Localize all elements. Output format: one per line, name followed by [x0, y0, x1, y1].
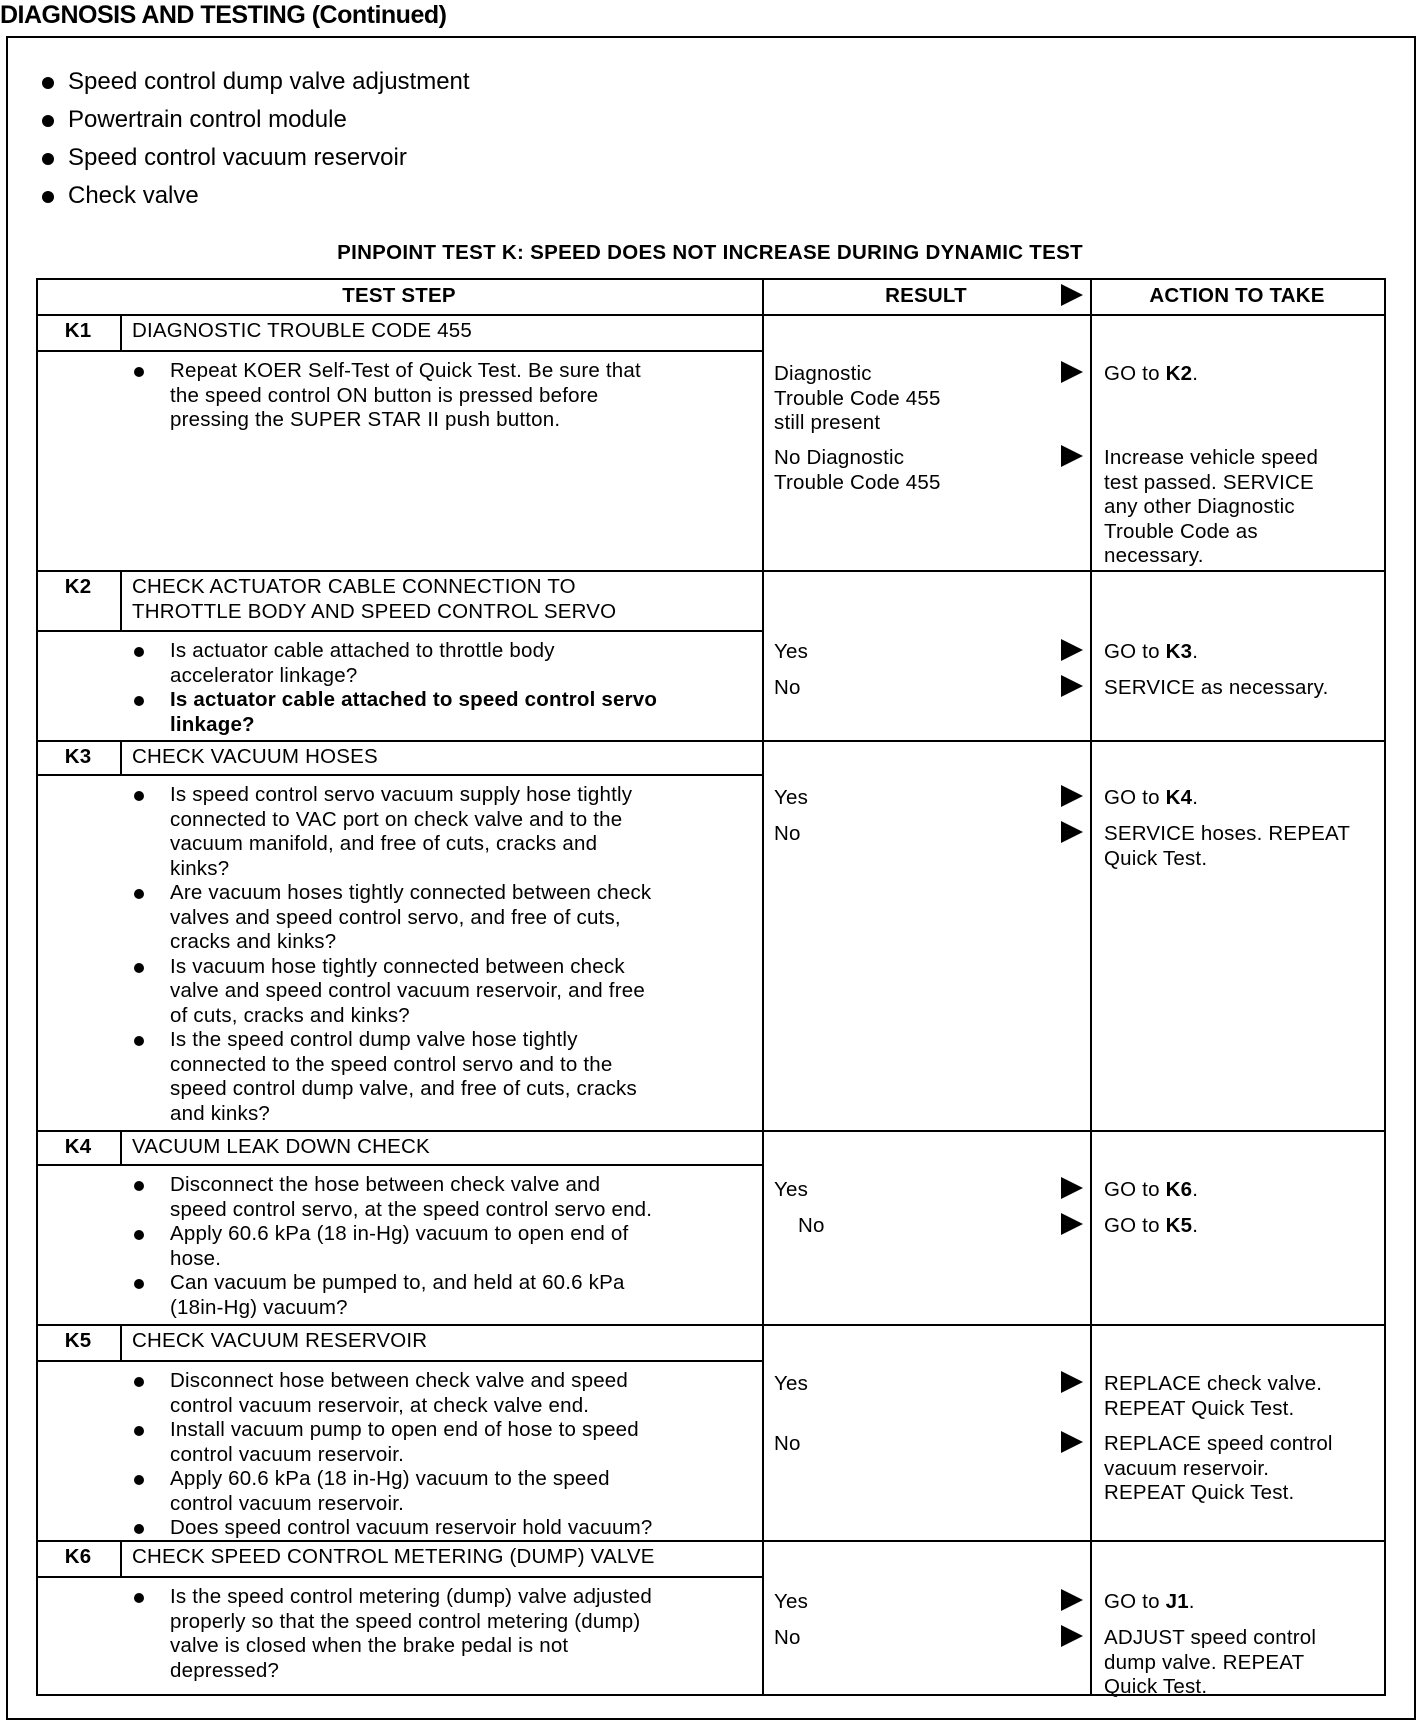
- bullet-dot: [134, 1426, 144, 1436]
- bullet-dot: [134, 696, 144, 706]
- step-instruction: pressing the SUPER STAR II push button.: [170, 408, 561, 431]
- action-go-to-label: GO to: [1104, 362, 1166, 385]
- action-step-reference: K4: [1165, 786, 1193, 809]
- step-title: DIAGNOSTIC TROUBLE CODE 455: [132, 319, 472, 342]
- step-instruction: valves and speed control servo, and free of cuts,: [170, 905, 621, 929]
- step-row-rule: [762, 570, 1386, 572]
- action-text: [1104, 640, 1198, 665]
- step-title-rule: [36, 1576, 764, 1578]
- step-instruction: (18in-Hg) vacuum?: [170, 1295, 348, 1319]
- step-code: K4: [64, 1135, 92, 1158]
- step-title-rule: [36, 630, 764, 632]
- result-text: still present: [774, 411, 881, 434]
- step-row-rule: [36, 314, 764, 316]
- column-header-test-step: TEST STEP: [342, 284, 456, 307]
- action-text: REPEAT Quick Test.: [1104, 1396, 1295, 1420]
- action-text: SERVICE as necessary.: [1104, 676, 1329, 699]
- bullet-dot: [134, 367, 144, 377]
- step-instruction: Apply 60.6 kPa (18 in-Hg) vacuum to open end of: [170, 1222, 629, 1245]
- action-period: .: [1192, 640, 1199, 663]
- step-code: K1: [64, 319, 92, 342]
- intro-bullet: Powertrain control module: [38, 104, 470, 142]
- step-code-rule: [120, 570, 122, 632]
- action-period: .: [1188, 1590, 1195, 1613]
- column-header-result: RESULT: [885, 284, 967, 307]
- action-step-reference: J1: [1165, 1590, 1189, 1613]
- step-instruction: Install vacuum pump to open end of hose to speed: [170, 1418, 639, 1441]
- step-instruction: Can vacuum be pumped to, and held at 60.6 kPa: [170, 1271, 625, 1294]
- bullet-dot: [134, 791, 144, 801]
- step-row-rule: [36, 1324, 764, 1326]
- step-row-rule: [762, 1324, 1386, 1326]
- bullet-dot: [134, 647, 144, 657]
- step-code-rule: [120, 1324, 122, 1362]
- result-text: Trouble Code 455: [774, 386, 941, 410]
- step-instruction: of cuts, cracks and kinks?: [170, 1003, 410, 1027]
- action-text: ADJUST speed control: [1104, 1626, 1317, 1649]
- action-text: dump valve. REPEAT: [1104, 1650, 1305, 1674]
- step-instruction: connected to VAC port on check valve and to the: [170, 807, 623, 831]
- action-column-rule: [1090, 278, 1092, 1696]
- action-text: REPLACE speed control: [1104, 1432, 1333, 1455]
- result-arrow-icon: [1060, 1176, 1084, 1200]
- step-instruction: Is the speed control dump valve hose tightly: [170, 1028, 578, 1051]
- step-instruction: vacuum manifold, and free of cuts, cracks and: [170, 832, 598, 855]
- bullet-dot: [134, 1279, 144, 1289]
- result-arrow-icon: [1060, 1212, 1084, 1236]
- step-row-rule: [36, 1540, 764, 1542]
- table-right-rule: [1384, 278, 1386, 1696]
- step-row-rule: [36, 740, 764, 742]
- action-text: necessary.: [1104, 544, 1204, 567]
- result-text: No: [774, 1626, 801, 1649]
- table-left-rule: [36, 278, 38, 1696]
- step-title: VACUUM LEAK DOWN CHECK: [132, 1135, 430, 1158]
- bullet-dot: [134, 963, 144, 973]
- bullet-dot: [134, 1181, 144, 1191]
- step-code-rule: [120, 1540, 122, 1578]
- step-instruction: control vacuum reservoir, at check valve end.: [170, 1393, 590, 1417]
- step-instruction: Are vacuum hoses tightly connected between check: [170, 881, 652, 904]
- action-step-reference: K5: [1165, 1214, 1193, 1237]
- result-text: No Diagnostic: [774, 446, 905, 469]
- step-instruction: Is actuator cable attached to throttle body: [170, 639, 555, 662]
- action-text: test passed. SERVICE: [1104, 470, 1314, 494]
- step-instruction: the speed control ON button is pressed before: [170, 383, 599, 407]
- result-arrow-icon: [1060, 360, 1084, 384]
- step-instruction: valve is closed when the brake pedal is not: [170, 1634, 569, 1657]
- result-arrow-icon: [1060, 1370, 1084, 1394]
- result-arrow-icon: [1060, 283, 1084, 307]
- step-instruction: Is vacuum hose tightly connected between check: [170, 954, 625, 978]
- action-go-to-label: GO to: [1104, 786, 1166, 809]
- action-step-reference: K3: [1165, 640, 1193, 663]
- result-arrow-icon: [1060, 820, 1084, 844]
- step-instruction: accelerator linkage?: [170, 663, 358, 687]
- column-header-action: ACTION TO TAKE: [1149, 284, 1325, 307]
- step-instruction: Is actuator cable attached to speed control servo: [170, 688, 658, 711]
- action-text: [1104, 1590, 1195, 1615]
- step-row-rule: [36, 570, 764, 572]
- step-instruction: properly so that the speed control metering (dump): [170, 1609, 641, 1633]
- result-arrow-icon: [1060, 674, 1084, 698]
- step-row-rule: [762, 740, 1386, 742]
- action-go-to-label: GO to: [1104, 640, 1166, 663]
- step-instruction: speed control servo, at the speed control servo end.: [170, 1197, 653, 1221]
- result-arrow-icon: [1060, 638, 1084, 662]
- action-text: Trouble Code as: [1104, 519, 1258, 543]
- step-instruction: control vacuum reservoir.: [170, 1442, 405, 1466]
- step-instruction: linkage?: [170, 712, 255, 736]
- result-text: No: [774, 1432, 801, 1455]
- action-period: .: [1192, 1178, 1199, 1201]
- step-title-rule: [36, 774, 764, 776]
- result-column-rule: [762, 278, 764, 1696]
- step-row-rule: [762, 1130, 1386, 1132]
- page-header: DIAGNOSIS AND TESTING (Continued): [0, 1, 447, 29]
- action-period: .: [1192, 786, 1199, 809]
- step-instruction: control vacuum reservoir.: [170, 1491, 405, 1515]
- result-text: No: [774, 676, 801, 699]
- action-text: SERVICE hoses. REPEAT: [1104, 822, 1351, 845]
- step-code-rule: [120, 740, 122, 776]
- step-instruction: connected to the speed control servo and to the: [170, 1052, 613, 1076]
- step-instruction: Disconnect the hose between check valve and: [170, 1173, 601, 1196]
- action-text: Increase vehicle speed: [1104, 446, 1319, 469]
- step-title: CHECK SPEED CONTROL METERING (DUMP) VALVE: [132, 1545, 655, 1568]
- step-instruction: Does speed control vacuum reservoir hold vacuum?: [170, 1516, 653, 1539]
- pinpoint-test-title: PINPOINT TEST K: SPEED DOES NOT INCREASE DURING DYNAMIC TEST: [337, 241, 1083, 264]
- action-text: REPEAT Quick Test.: [1104, 1481, 1295, 1504]
- result-text: Yes: [774, 1178, 809, 1201]
- step-instruction: Is the speed control metering (dump) valve adjusted: [170, 1585, 652, 1608]
- bullet-dot: [134, 1377, 144, 1387]
- action-period: .: [1192, 362, 1199, 385]
- step-instruction: kinks?: [170, 856, 230, 880]
- result-text: Yes: [774, 786, 809, 809]
- bullet-dot: [134, 1036, 144, 1046]
- result-arrow-icon: [1060, 1430, 1084, 1454]
- step-instruction: speed control dump valve, and free of cuts, cracks: [170, 1077, 637, 1100]
- bullet-dot: [134, 1524, 144, 1534]
- step-instruction: Repeat KOER Self-Test of Quick Test. Be sure that: [170, 359, 641, 382]
- step-title: CHECK ACTUATOR CABLE CONNECTION TO: [132, 575, 576, 598]
- bullet-dot: [134, 1593, 144, 1603]
- intro-bullet: Speed control vacuum reservoir: [38, 142, 470, 180]
- table-top-rule: [36, 278, 1386, 280]
- step-title: CHECK VACUUM HOSES: [132, 745, 378, 768]
- action-text: Quick Test.: [1104, 846, 1208, 870]
- result-text: Yes: [774, 1590, 809, 1613]
- result-arrow-icon: [1060, 784, 1084, 808]
- step-title-rule: [36, 350, 764, 352]
- step-instruction: valve and speed control vacuum reservoir, and free: [170, 979, 645, 1002]
- step-code: K6: [64, 1545, 92, 1568]
- action-step-reference: K2: [1165, 362, 1193, 385]
- result-text: Diagnostic: [774, 362, 872, 385]
- intro-bullet: Check valve: [38, 180, 470, 218]
- result-text: No: [774, 822, 801, 845]
- result-text: Yes: [774, 640, 809, 663]
- action-period: .: [1192, 1214, 1199, 1237]
- action-text: [1104, 362, 1198, 387]
- step-row-rule: [36, 1130, 764, 1132]
- result-arrow-icon: [1060, 1624, 1084, 1648]
- step-row-rule: [762, 1540, 1386, 1542]
- action-text: vacuum reservoir.: [1104, 1456, 1270, 1480]
- result-text: No: [798, 1214, 825, 1237]
- result-arrow-icon: [1060, 444, 1084, 468]
- step-instruction: Is speed control servo vacuum supply hose tightly: [170, 783, 633, 806]
- action-text: Quick Test.: [1104, 1675, 1208, 1698]
- step-code: K3: [64, 745, 92, 768]
- step-code-rule: [120, 1130, 122, 1166]
- action-go-to-label: GO to: [1104, 1214, 1166, 1237]
- intro-bullet: Speed control dump valve adjustment: [38, 66, 470, 104]
- step-instruction: hose.: [170, 1246, 222, 1270]
- action-text: [1104, 1178, 1198, 1203]
- step-title: THROTTLE BODY AND SPEED CONTROL SERVO: [132, 599, 617, 623]
- step-instruction: depressed?: [170, 1658, 280, 1682]
- action-go-to-label: GO to: [1104, 1590, 1166, 1613]
- step-instruction: Disconnect hose between check valve and speed: [170, 1369, 629, 1392]
- action-step-reference: K6: [1165, 1178, 1193, 1201]
- result-text: Yes: [774, 1372, 809, 1395]
- step-title: CHECK VACUUM RESERVOIR: [132, 1329, 428, 1352]
- result-text: Trouble Code 455: [774, 470, 941, 494]
- step-code: K5: [64, 1329, 92, 1352]
- action-text: [1104, 1214, 1198, 1239]
- step-title-rule: [36, 1164, 764, 1166]
- step-instruction: Apply 60.6 kPa (18 in-Hg) vacuum to the speed: [170, 1467, 610, 1490]
- bullet-dot: [134, 1475, 144, 1485]
- step-code: K2: [64, 575, 92, 598]
- action-text: [1104, 786, 1198, 811]
- step-title-rule: [36, 1360, 764, 1362]
- bullet-dot: [134, 1230, 144, 1240]
- action-text: REPLACE check valve.: [1104, 1372, 1323, 1395]
- step-instruction: cracks and kinks?: [170, 930, 337, 953]
- step-code-rule: [120, 314, 122, 352]
- action-go-to-label: GO to: [1104, 1178, 1166, 1201]
- bullet-dot: [134, 889, 144, 899]
- step-instruction: and kinks?: [170, 1101, 271, 1125]
- result-arrow-icon: [1060, 1588, 1084, 1612]
- action-text: any other Diagnostic: [1104, 495, 1295, 518]
